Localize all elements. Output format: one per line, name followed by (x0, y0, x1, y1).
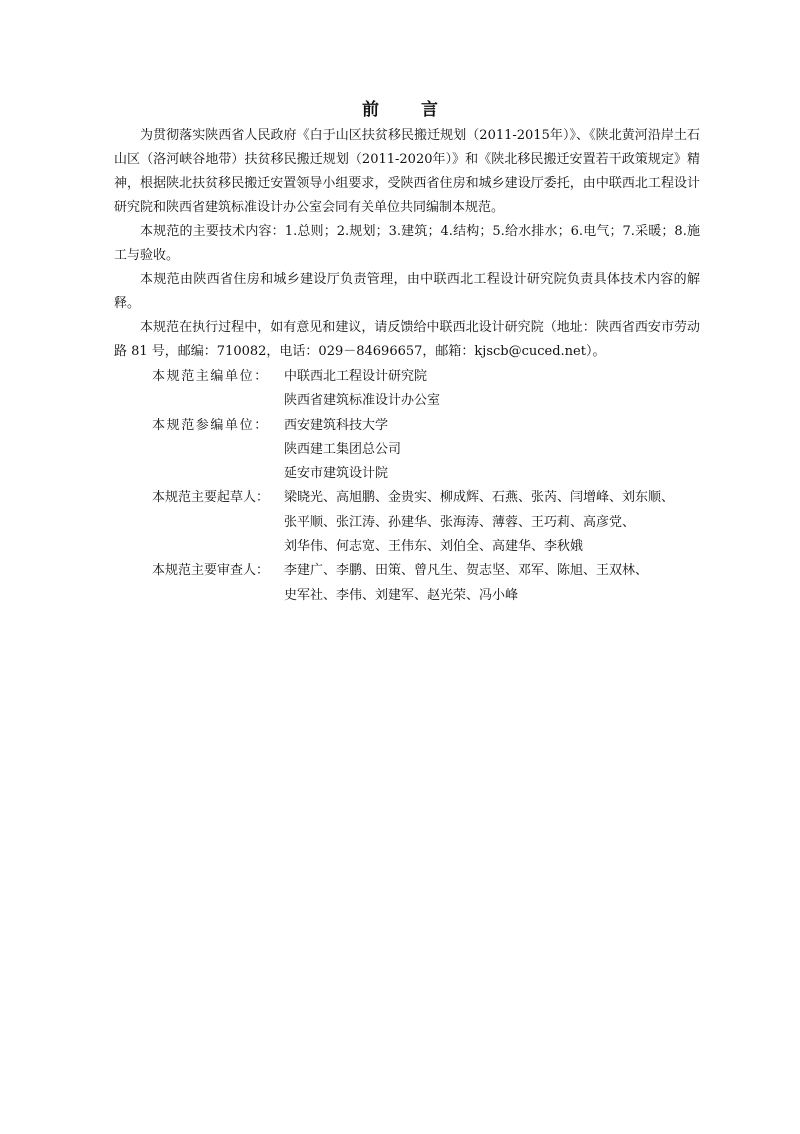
credit-drafters (152, 486, 712, 559)
credit-value: 刘华伟、何志宽、王伟东、刘伯全、高建华、李秋娥 (284, 539, 584, 555)
credit-label: 本规范主要起草人： (152, 490, 270, 506)
credit-label: 本规范参编单位： (152, 417, 269, 433)
credit-chief-editors (152, 365, 712, 414)
credit-value: 陕西建工集团总公司 (284, 441, 402, 457)
credit-label: 本规范主要审查人： (152, 563, 270, 579)
credit-value: 中联西北工程设计研究院 (284, 369, 428, 384)
credit-value: 梁晓光、高旭鹏、金贵实、柳成辉、石燕、张芮、闫增峰、刘东顺、 (284, 490, 675, 506)
credits-list (152, 365, 712, 608)
credit-value: 李建广、李鹏、田策、曾凡生、贺志坚、邓军、陈旭、王双林、 (284, 563, 649, 579)
credit-participating-units (152, 414, 712, 487)
paragraph-management: 本规范由陕西省住房和城乡建设厅负责管理，由中联西北工程设计研究院负责具体技术内容的解释。 (114, 272, 700, 311)
paragraph-technical-contents: 本规范的主要技术内容：1.总则；2.规划；3.建筑；4.结构；5.给水排水；6.电气；7.采暖；8.施工与验收。 (114, 224, 700, 263)
credit-value: 延安市建筑设计院 (284, 466, 389, 482)
paragraph-feedback: 本规范在执行过程中，如有意见和建议，请反馈给中联西北设计研究院（地址：陕西省西安市劳动路 81 号，邮编：710082，电话：029－84696657，邮箱：kjscb@cuced.net）。 (114, 320, 700, 359)
credit-values (284, 559, 712, 608)
credit-value: 陕西省建筑标准设计办公室 (284, 393, 441, 409)
credit-label: 本规范主编单位： (152, 369, 269, 384)
credit-value: 张平顺、张江涛、孙建华、张海涛、薄蓉、王巧莉、高彦党、 (284, 514, 636, 530)
paragraph-purpose: 为贯彻落实陕西省人民政府《白于山区扶贫移民搬迁规划（2011-2015年）》、《陕北黄河沿岸土石山区（洛河峡谷地带）扶贫移民搬迁规划（2011-2020年）》和《陕北移民搬迁安置若干政策规定》精神，根据陕北扶贫移民搬迁安置领导小组要求，受陕西省住房和城乡建设厅委托，由中联西北工程设计研究院和陕西省建筑标准设计办公室会同有关单位共同编制本规范。 (114, 128, 700, 215)
credit-value: 史军社、李伟、刘建军、赵光荣、冯小峰 (284, 587, 519, 603)
page-title: 前 言 (362, 100, 456, 120)
credit-reviewers (152, 559, 712, 608)
credit-value: 西安建筑科技大学 (284, 417, 389, 433)
preface-body (114, 124, 700, 364)
credit-values (284, 486, 712, 559)
credit-values (284, 414, 712, 487)
credit-values (284, 365, 712, 414)
